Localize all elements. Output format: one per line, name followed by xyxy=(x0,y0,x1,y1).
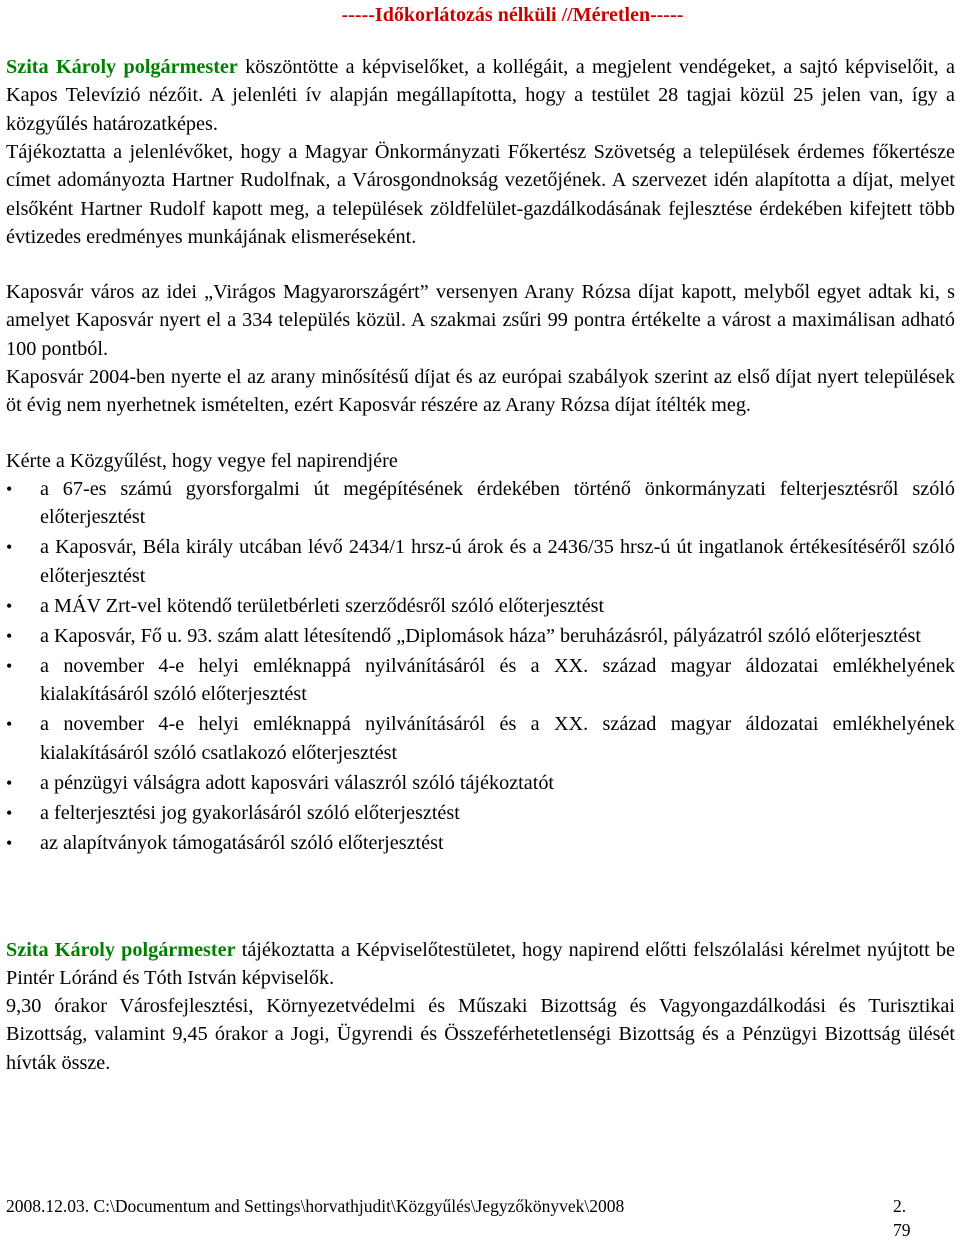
bullet-icon: • xyxy=(6,714,13,735)
bullet-icon: • xyxy=(6,479,13,499)
agenda-item: • a Kaposvár, Fő u. 93. szám alatt létesítendő „Diplomások háza” beruházásról, pályázatról szóló előterjesztést xyxy=(6,622,955,650)
section-header: -----Időkorlátozás nélküli //Méretlen----- xyxy=(341,4,684,26)
bullet-icon: • xyxy=(6,625,13,646)
page-number: 2. 79 xyxy=(893,1196,911,1240)
speaker-name: Szita Károly polgármester xyxy=(6,56,238,78)
intro-paragraph xyxy=(6,53,955,138)
bullet-icon: • xyxy=(6,595,13,616)
agenda-item: • a november 4-e helyi emléknappá nyilvánításáról és a XX. század magyar áldozatai emlékhelyének kialakításáról szóló csatlakozó előterjesztést xyxy=(6,710,955,767)
agenda-item: • az alapítványok támogatásáról szóló előterjesztést xyxy=(6,829,955,857)
bullet-icon: • xyxy=(6,832,13,853)
closing-paragraph xyxy=(6,936,955,993)
paragraph-award-hartner: Tájékoztatta a jelenlévőket, hogy a Magyar Önkormányzati Főkertész Szövetség a települések érdemes főkertésze címet adományozta Hartner Rudolfnak, a Városgondnokság vezetőjének. A szervezet idén alapította a díjat, melyet elsőként Hartner Rudolf kapott meg, a települések zöldfelület-gazdálkodásának fejlesztése érdekében kifejtett több évtizedes eredményes munkájának elismeréseként. xyxy=(6,141,955,249)
file-path: 2008.12.03. C:\Documentum and Settings\horvathjudit\Közgyűlés\Jegyzőkönyvek\2008 xyxy=(6,1196,625,1216)
agenda-item: • a pénzügyi válságra adott kaposvári válaszról szóló tájékoztatót xyxy=(6,769,955,797)
committees-paragraph: 9,30 órakor Városfejlesztési, Környezetvédelmi és Műszaki Bizottság és Vagyongazdálkodási és Turisztikai Bizottság, valamint 9,45 órakor a Jogi, Ügyrendi és Összeférhetetlenségi Bizottság és a Pénzügyi Bizottság ülését hívták össze. xyxy=(6,995,955,1074)
intro-text: köszöntötte a képviselőket, a kollégáit, a megjelent vendégeket, a sajtó képviselőit, a Kapos Televízió nézőit. A jelenléti ív alapján megállapította, hogy a testület 28 tagjai közül 25 jelen van, így a közgyűlés határozatképes. xyxy=(6,56,955,135)
paragraph-arany-rozsa: Kaposvár város az idei „Virágos Magyarországért” versenyen Arany Rózsa díjat kapott, melyből egyet adtak ki, s amelyet Kaposvár nyert el a 334 település közül. A szakmai zsűri 99 pontra értékelte a várost a maximálisan adható 100 pontból. xyxy=(6,281,955,360)
bullet-icon: • xyxy=(6,772,13,793)
agenda-list xyxy=(6,475,955,859)
agenda-item: • a 67-es számú gyorsforgalmi út megépítésének érdekében történő önkormányzati felterjesztésről szóló előterjesztést xyxy=(6,475,955,532)
paragraph-2004-award: Kaposvár 2004-ben nyerte el az arany minősítésű díjat és az európai szabályok szerint az első díjat nyert települések öt évig nem nyerhetnek ismételten, ezért Kaposvár részére az Arany Rózsa díjat ítélték meg. xyxy=(6,366,955,417)
agenda-item: • a MÁV Zrt-vel kötendő területbérleti szerződésről szóló előterjesztést xyxy=(6,592,955,620)
agenda-item: • a Kaposvár, Béla király utcában lévő 2434/1 hrsz-ú árok és a 2436/35 hrsz-ú út ingatlanok értékesítéséről szóló előterjesztést xyxy=(6,533,955,590)
bullet-icon: • xyxy=(6,537,13,558)
speaker-name: Szita Károly polgármester xyxy=(6,939,236,961)
bullet-icon: • xyxy=(6,655,13,676)
agenda-item: • a felterjesztési jog gyakorlásáról szóló előterjesztést xyxy=(6,799,955,827)
closing-text: tájékoztatta a Képviselőtestületet, hogy napirend előtti felszólalási kérelmet nyújtott be Pintér Lóránd és Tóth István képviselők. xyxy=(6,939,956,990)
agenda-item: • a november 4-e helyi emléknappá nyilvánításáról és a XX. század magyar áldozatai emlékhelyének kialakításáról szóló előterjesztést xyxy=(6,652,955,709)
bullet-icon: • xyxy=(6,802,13,823)
paragraph-agenda-request: Kérte a Közgyűlést, hogy vegye fel napirendjére xyxy=(6,450,398,472)
